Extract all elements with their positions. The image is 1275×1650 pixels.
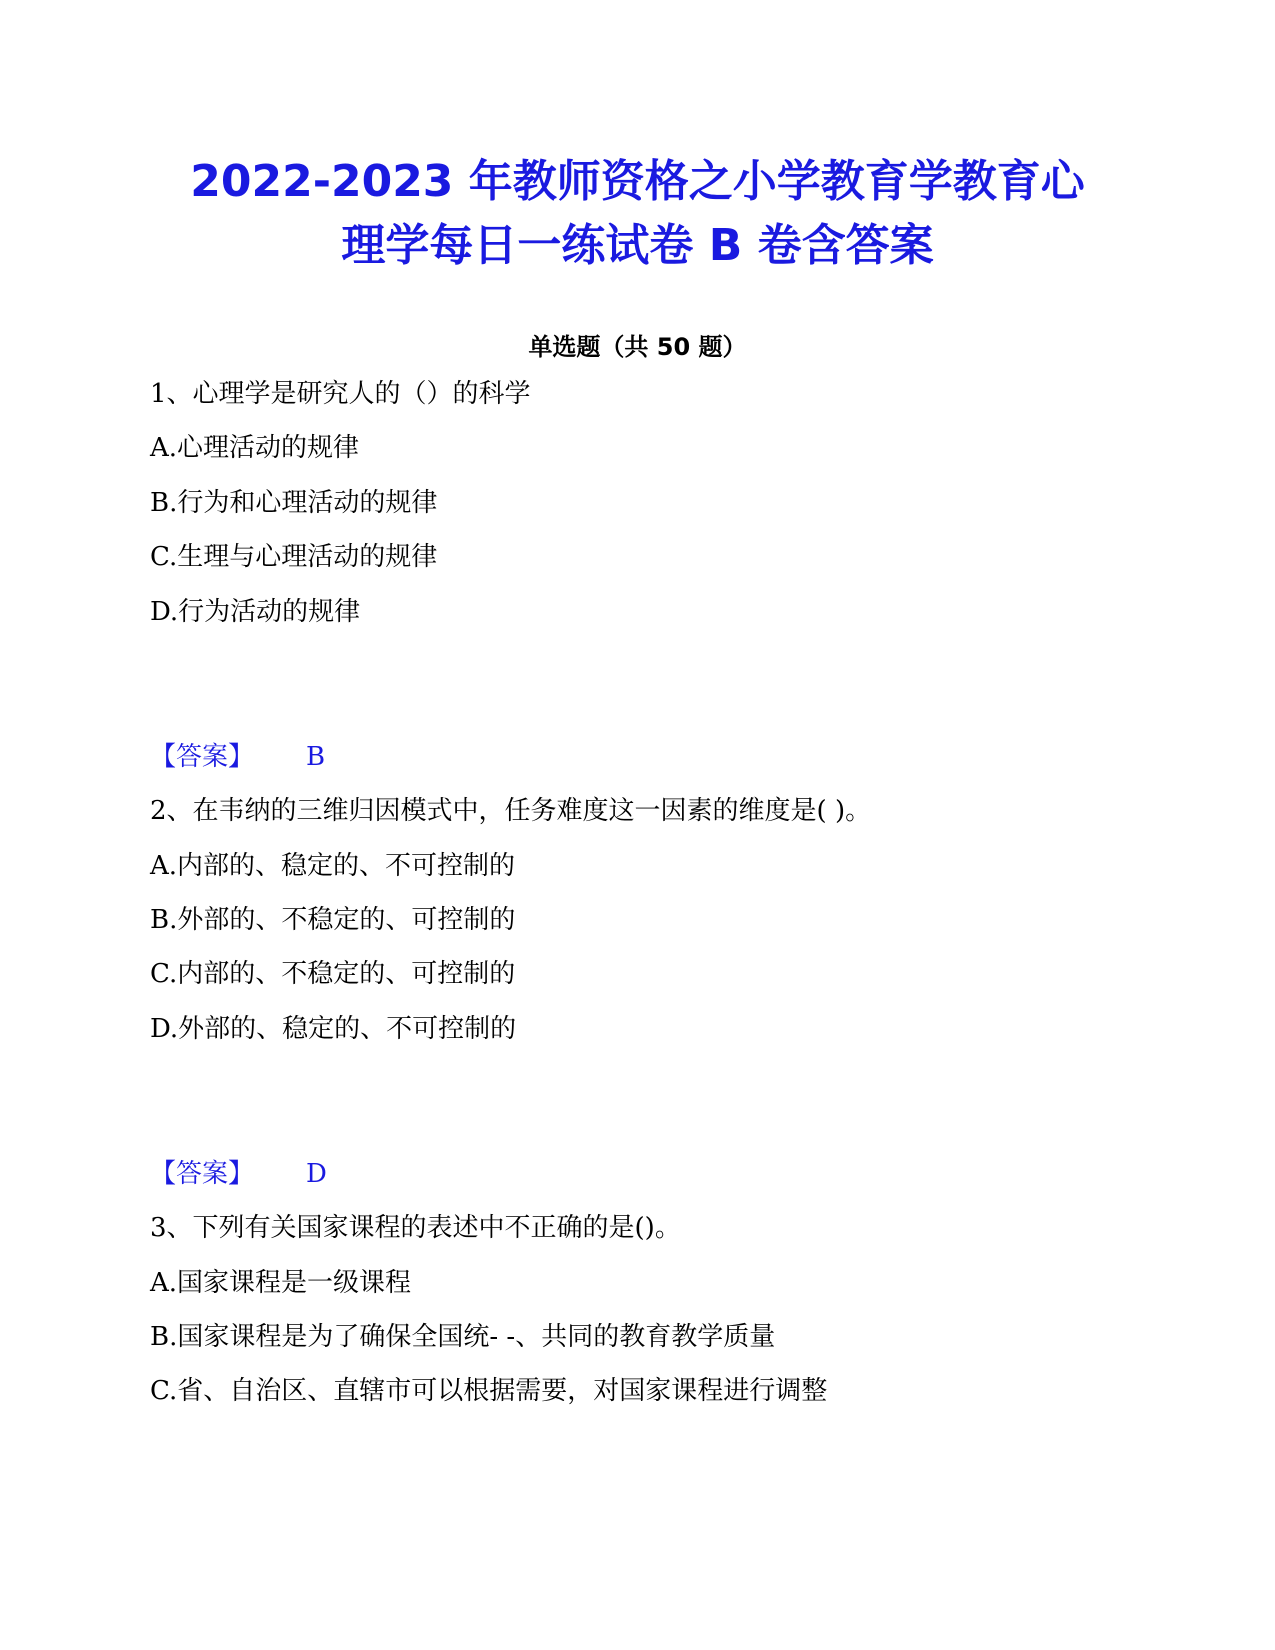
answer-value: B xyxy=(306,742,326,772)
question-2-answer xyxy=(150,1156,327,1192)
question-2-option-c: C.内部的、不稳定的、可控制的 xyxy=(150,959,516,989)
question-2-option-a: A.内部的、稳定的、不可控制的 xyxy=(150,851,516,881)
question-1-option-b: B.行为和心理活动的规律 xyxy=(150,488,438,518)
question-1-stem: 1、心理学是研究人的（）的科学 xyxy=(150,379,531,409)
answer-label: 【答案】 xyxy=(150,742,255,772)
question-3-option-b: B.国家课程是为了确保全国统- -、共同的教育教学质量 xyxy=(150,1322,776,1352)
question-3-option-c: C.省、自治区、直辖市可以根据需要，对国家课程进行调整 xyxy=(150,1376,828,1406)
question-2-stem: 2、在韦纳的三维归因模式中，任务难度这一因素的维度是( )。 xyxy=(150,796,872,826)
question-2-option-b: B.外部的、不稳定的、可控制的 xyxy=(150,905,516,935)
answer-value: D xyxy=(306,1159,327,1189)
document-title-line-1: 2022-2023 年教师资格之小学教育学教育心 xyxy=(190,156,1085,207)
document-title-line-2: 理学每日一练试卷 B 卷含答案 xyxy=(341,220,934,271)
question-1-option-d: D.行为活动的规律 xyxy=(150,597,361,627)
question-2-option-d: D.外部的、稳定的、不可控制的 xyxy=(150,1014,517,1044)
question-3-stem: 3、下列有关国家课程的表述中不正确的是()。 xyxy=(150,1213,681,1243)
question-3-option-a: A.国家课程是一级课程 xyxy=(150,1268,412,1298)
question-1-answer xyxy=(150,739,325,775)
question-1-option-a: A.心理活动的规律 xyxy=(150,433,360,463)
answer-label: 【答案】 xyxy=(150,1159,255,1189)
question-1-option-c: C.生理与心理活动的规律 xyxy=(150,542,438,572)
section-heading: 单选题（共 50 题） xyxy=(528,333,747,361)
